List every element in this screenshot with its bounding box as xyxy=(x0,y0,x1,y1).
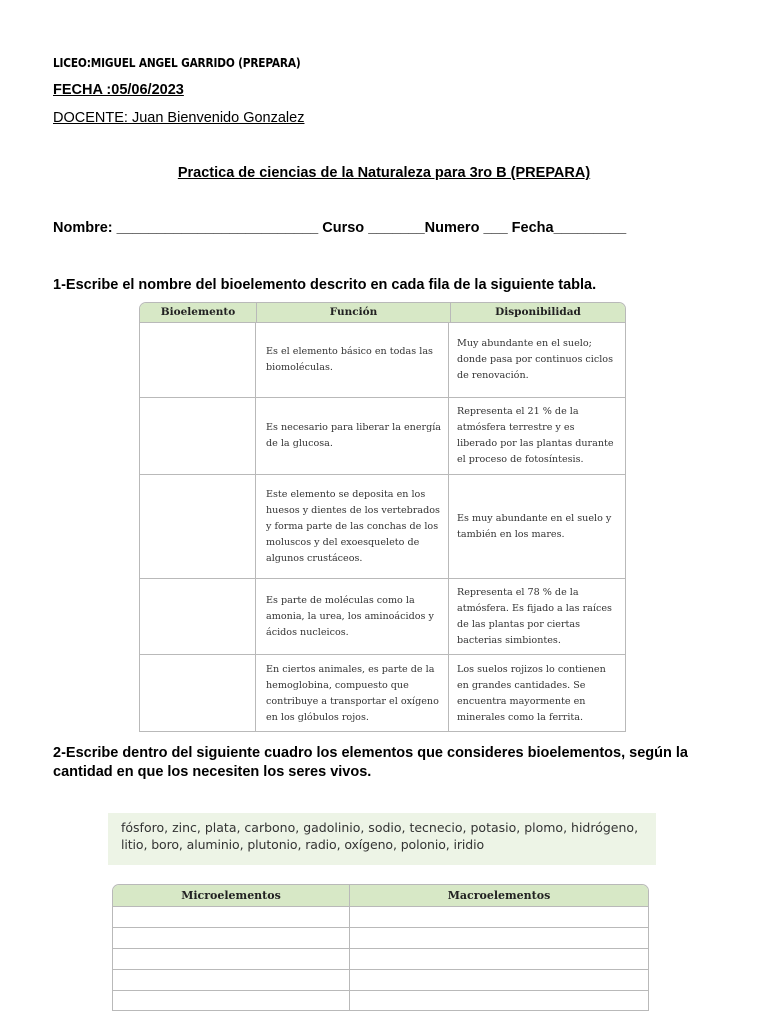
column-header-bioelemento: Bioelemento xyxy=(140,303,257,322)
bioelement-table xyxy=(139,302,626,732)
student-info-line: Nombre: _________________________ Curso _______Numero ___ Fecha_________ xyxy=(53,220,627,236)
table-row xyxy=(113,949,648,970)
column-header-microelementos: Microelementos xyxy=(113,885,350,906)
function-cell: Es el elemento básico en todas las biomoléculas. xyxy=(256,323,449,397)
table-row xyxy=(113,907,648,928)
table-row xyxy=(113,991,648,1011)
bioelement-table-header xyxy=(140,303,625,323)
column-header-funcion: Función xyxy=(257,303,451,322)
word-bank-line-1: fósforo, zinc, plata, carbono, gadolinio, sodio, tecnecio, potasio, plomo, hidrógeno, xyxy=(121,820,639,835)
question-2-prompt: 2-Escribe dentro del siguiente cuadro los elementos que consideres bioelementos, según la cantidad en que los necesiten los seres vivos. xyxy=(53,745,688,780)
school-name: LICEO:MIGUEL ANGEL GARRIDO (PREPARA) xyxy=(53,56,301,70)
function-cell: En ciertos animales, es parte de la hemoglobina, compuesto que contribuye a transportar el oxígeno en los glóbulos rojos. xyxy=(256,655,449,732)
word-bank-line-2: litio, boro, aluminio, plutonio, radio, oxígeno, polonio, iridio xyxy=(121,837,485,852)
question-1-prompt: 1-Escribe el nombre del bioelemento descrito en cada fila de la siguiente tabla. xyxy=(53,277,597,293)
macro-answer-cell[interactable] xyxy=(350,949,648,969)
micro-answer-cell[interactable] xyxy=(113,970,350,990)
answer-cell[interactable] xyxy=(140,323,256,397)
availability-cell: Representa el 78 % de la atmósfera. Es fijado a las raíces de las plantas por ciertas bacterias simbiontes. xyxy=(457,586,612,646)
table-row xyxy=(140,655,625,732)
classification-table xyxy=(112,884,649,1011)
date-line: FECHA :05/06/2023 xyxy=(53,82,184,98)
table-row xyxy=(140,579,625,655)
table-row xyxy=(140,398,625,475)
word-bank xyxy=(108,813,656,865)
availability-cell: Representa el 21 % de la atmósfera terrestre y es liberado por las plantas durante el proceso de fotosíntesis. xyxy=(457,406,614,465)
table-row xyxy=(113,970,648,991)
availability-cell: Es muy abundante en el suelo y también en los mares. xyxy=(457,512,612,540)
macro-answer-cell[interactable] xyxy=(350,991,648,1011)
micro-answer-cell[interactable] xyxy=(113,949,350,969)
micro-answer-cell[interactable] xyxy=(113,991,350,1011)
answer-cell[interactable] xyxy=(140,475,256,578)
table-row xyxy=(140,475,625,579)
classification-table-header xyxy=(113,885,648,907)
function-cell: Es parte de moléculas como la amonia, la urea, los aminoácidos y ácidos nucleicos. xyxy=(256,579,449,654)
answer-cell[interactable] xyxy=(140,655,256,732)
function-cell: Es necesario para liberar la energía de la glucosa. xyxy=(256,398,449,474)
teacher-line: DOCENTE: Juan Bienvenido Gonzalez xyxy=(53,110,305,126)
function-cell: Este elemento se deposita en los huesos y dientes de los vertebrados y forma parte de las conchas de los moluscos y del exoesqueleto de algunos crustáceos. xyxy=(256,475,449,578)
micro-answer-cell[interactable] xyxy=(113,907,350,927)
answer-cell[interactable] xyxy=(140,398,256,474)
page-title: Practica de ciencias de la Naturaleza para 3ro B (PREPARA) xyxy=(177,165,591,181)
macro-answer-cell[interactable] xyxy=(350,970,648,990)
availability-cell: Los suelos rojizos lo contienen en grandes cantidades. Se encuentra mayormente en minerales como la ferrita. xyxy=(457,663,606,723)
table-row xyxy=(113,928,648,949)
macro-answer-cell[interactable] xyxy=(350,928,648,948)
column-header-disponibilidad: Disponibilidad xyxy=(495,306,581,318)
micro-answer-cell[interactable] xyxy=(113,928,350,948)
availability-cell: Muy abundante en el suelo; donde pasa por continuos ciclos de renovación. xyxy=(457,338,614,381)
answer-cell[interactable] xyxy=(140,579,256,654)
table-row xyxy=(140,323,625,398)
macro-answer-cell[interactable] xyxy=(350,907,648,927)
column-header-macroelementos: Macroelementos xyxy=(447,889,551,902)
